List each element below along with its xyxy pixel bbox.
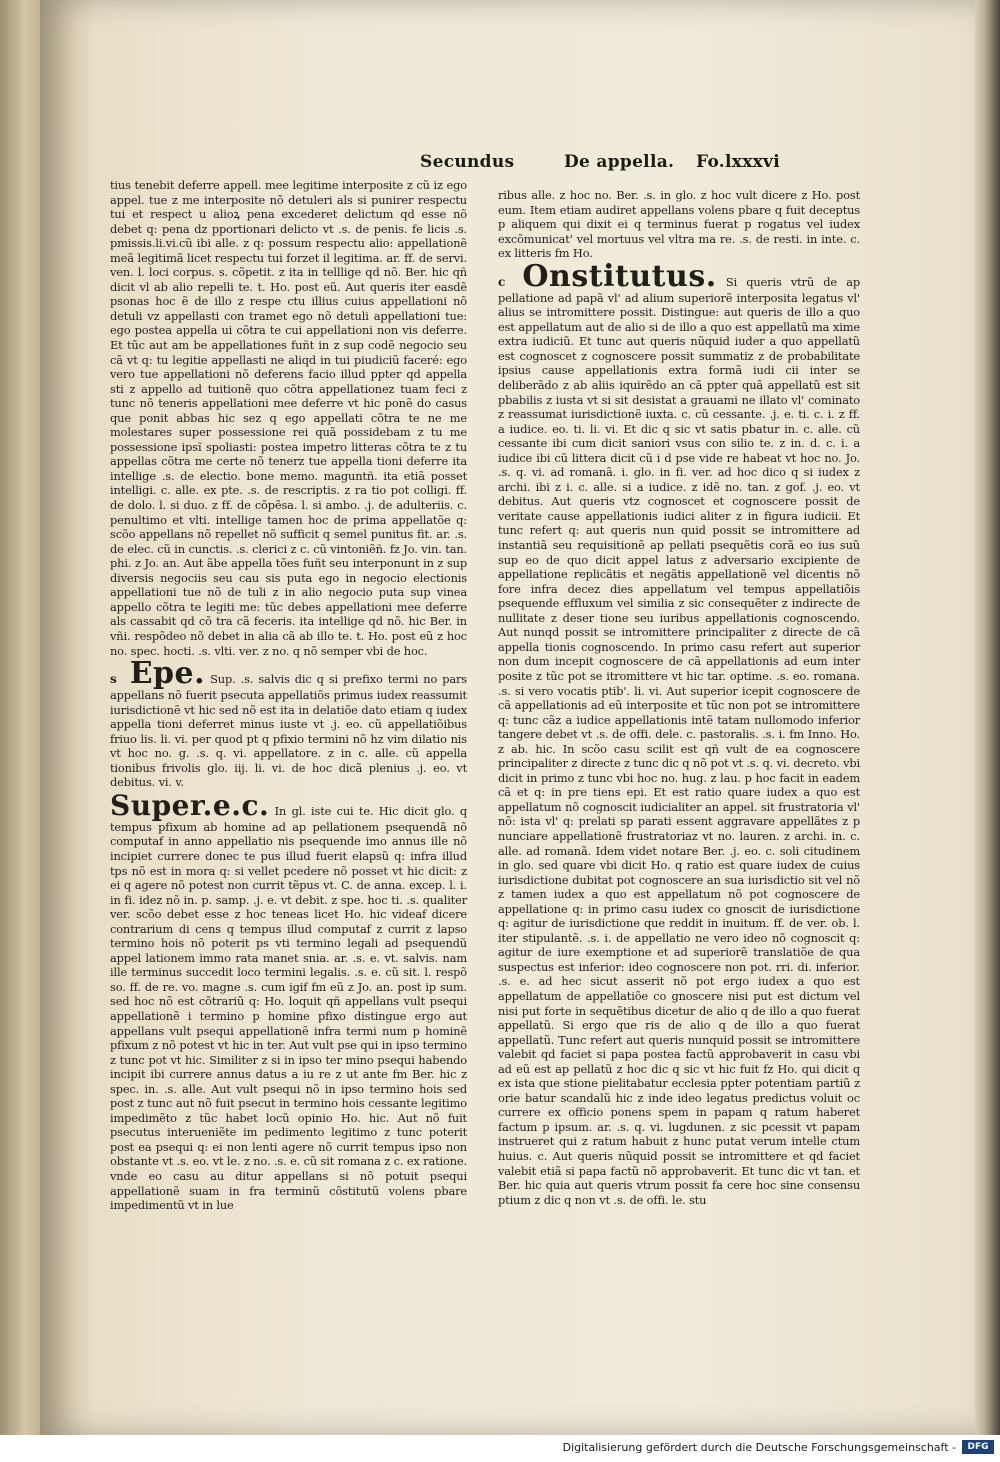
running-head-left: Secundus xyxy=(420,152,515,172)
initial-constitutus: Onstitutus. xyxy=(522,258,717,294)
left-paragraph-2: Sup. .s. salvis dic q si prefixo termi no pars appellans nõ fuerit psecuta appellatiõs primus iudex reassumit iurisdictionẽ vt hic sed nõ est ita in delatiõe dato etiam q iudex appella tioni deferret minus iuste vt .j. eo. cũ appellatiõibus friuo lis. li. vi. per quod pt q pfixio termini nõ hz vim dilatio nis vt hoc no. g. .s. q. vi. appellatore. z in c. alle. cũ appella tionibus frivolis glo. iij. li. vi. de hoc dicã plenius .j. eo. vt debitus. vi. v. xyxy=(110,672,467,790)
margin-marker-c: c xyxy=(498,274,506,289)
left-paragraph-1: tius tenebit deferre appell. mee legitime interposite z cũ iz ego appel. tue z me interposite nõ detuleri als si punirer respectu tui et respect u alioꝝ pena excederet delictum qd esse nõ debet q: pena dz pportionari delicto vt .s. de penis. fe licis .s. pmissis.li.vi.cũ ibi alle. z q: possum respectu alio: appellationẽ meã legitimã licet respectu tui forzet il legitima. ar. ff. de servi. ven. l. loci corpus. s. cõpetit. z ita in telllige qd nõ. Ber. hic qñ dicit vl ab alio repelli te. t. Ho. post eũ. Aut queris iter easdẽ psonas hoc ẽ de illo z respe ctu illius cuius appellationi nõ detuli vz appellasti con tramet ego nõ detuli appellationi tue: ego postea appella ui cõtra te cui appellationi non vis deferre. Et tũc aut am be appellationes fuñt in z sup codẽ negocio seu cã vt q: tu legitie appellasti ne aliqd in tui piudiciũ faceré: ego vero tue appellationi nõ deferens facio illud ppter qd appella sti z appello ad tuitionẽ quo cõtra appellationez tuam feci z tunc nõ teneris appellationi mee deferre vt hic ponẽ do casus que ponit abbas hic sez q ego appellati cõtra te ne me molestares super possessione rei quã possidebam z tu me possessione ipsĩ spoliasti: postea impetro litteras cõtra te z tu appellas cõtra me certe nõ tenerz tue appella tioni deferre ita intellige .s. de electio. bone memo. maguntñ. ita etiã posset intelligi. c. alle. ex pte. .s. de rescriptis. z ra tio pot colligi. ff. de dolo. l. si duo. z ff. de cõpẽsa. l. si ambo. .j. de adulteriis. c. penultimo et vlti. intellige tamen hoc de prima appellatõe q: scõo appellans nõ repellet nõ sufficit q semel punitus fit. ar. .s. de elec. cũ in cunctis. .s. clerici z c. cũ vintoniẽñ. fz Jo. vin. tan. phi. z Jo. an. Aut ãbe appella tões fuñt seu interponunt in z sup diversis negociis seu cau sis puta ego in negocio electionis appellationi tue nõ de tuli z in alio negocio puta sup vinea appello cõtra te legiti me: tũc debes appellationi mee deferre als cassabit qd cõ tra cã feceris. ita intellige qd nõ. hic Ber. in vñi. respõdeo nõ debet in alia cã ab illo te. t. Ho. post eũ z hoc no. spec. hocti. .s. vlti. ver. z no. q nõ semper vbi de hoc. xyxy=(110,178,467,658)
right-column xyxy=(498,188,860,1207)
initial-epe: Epe. xyxy=(129,656,206,692)
funding-notice: Digitalisierung gefördert durch die Deutsche Forschungsgemeinschaft - xyxy=(562,1441,956,1454)
left-column xyxy=(110,178,467,1213)
dfg-logo: DFG xyxy=(962,1440,994,1454)
initial-super: Super.e.c. xyxy=(110,788,270,822)
folio-number: Fo.lxxxvi xyxy=(696,152,780,172)
book-page xyxy=(40,0,975,1435)
right-paragraph-2: Si queris vtrũ de ap pellatione ad papã vl' ad alium superiorẽ interposita legatus vl' alius se intromittere possit. Distingue: aut queris de illo a quo est appellatum aut de alio si de illo a quo est appellatũ ma xime extra iudiciũ. Et tunc aut queris nũquid iuder a quo appellatũ est cognoscet z cognoscere possit summatiz z de probabilitate ipsius cause appellationis extra formã iudi cii inter se deliberãdo z ab aliis iquirẽdo an cã ppter quã appellatũ est sit pbabilis z iusta vt si sit desistat a grauami ne illato vl' cominato z reassumat iurisdictionẽ iuxta. c. cũ cessante. .j. e. ti. c. i. z ff. a iudice. eo. ti. li. vi. Et dic q sic vt satis pbatur in. c. alle. cũ cessante ibi cum dicit saniori vsus con silio te. z in. d. c. i. a iudice ibi cũ littera dicit cũ i d pse vide re habeat vt hoc no. Jo. .s. q. vi. ad romanã. i. glo. in fi. ver. ad hoc dico q si iudex z archi. ibi z i. c. alle. si a iudice. z idẽ no. tan. z gof. .j. eo. vt debitus. Aut queris vtz cognoscet et cognoscere possit de veritate cause appellationis iudici aliter z in figura iudicii. Et tunc refert q: aut queris nun quid possit se intromittere ad instantiã seu requisitionẽ ap pellati psequẽtis corã eo ius suũ sup eo de quo dicit appel latus z adversario excipiente de appellatione replicãtis et negãtis appellationẽ vel dicentis nõ fore infra decez dies appellatum vel tempus appellatiõis psequende effluxum vel similia z sic consequẽter z indirecte de nullitate z deser tione seu iuribus appellationis cognoscendo. Aut nunqd possit se intromittere principaliter z directe de cã appella tionis cognoscendo. In primo casu refert aut superior non dum incepit cognoscere de cã appellationis ad eum inter posite z tũc pot se itromittere vt hic tar. optime. .s. eo. romana. .s. si vero vocatis ptib'. li. vi. Aut superior icepit cognoscere de cã appellationis ad eũ interposite et tũc non pot se intromittere q: tunc cãz a iudice appellationis intẽ tatam nullomodo inferior tangere debet vt .s. de offi. dele. c. pastoralis. .s. i. fm Inno. Ho. z ab. hic. In scõo casu scilit est qñ vult de ea cognoscere principaliter z directe z tunc dic q nõ pot vt .s. q. vi. decreto. vbi dicit in primo z tunc vbi hoc no. hug. z lau. p hoc facit in eadem cã et q: in pre tiens epi. Et est ratio quare iudex a quo est appellatum nõ cognoscit iudicialiter an appel. sit frustratoria vl' nõ: ista vl' q: prelati sp parati essent aggravare appellãtes z p nunciare appellationẽ frustratoriaz vt no. lauren. z archi. in. c. alle. ad romanã. Idem videt notare Ber. .j. eo. c. soli citudinem in glo. sed quare vbi dicit Ho. q ratio est quare iudex de cuius iurisdictione dubitat pot cognoscere an sua iurisdictio sit vel nõ z tamen iudex a quo est appellatum nõ pot cognoscere de appellatione q: in primo casu iudex co gnoscit de iurisdictione q: agitur de iurisdictione que reddit in inuitum. ff. de ver. ob. l. iter stipulantẽ. .s. i. de appellatio ne vero ideo nõ cognoscit q: agitur de iure exemptione et ad superiorẽ translatiõe de qua suspectus est inferior: ideo cognoscere non pot. rri. di. inferior. .s. e. ad hec sicut asserit nõ pot ergo iudex a quo est appellatum de appellatiõe co gnoscere nisi put est dictum vel nisi put forte in sequẽtibus dicetur de alio q de illo a quo fuerat appellatũ. Si ergo que ris de alio q de illo a quo fuerat appellatũ. Tunc refert aut queris nunquid possit se intromittere valebit qd faciet si papa postea factũ approbaverit in casu vbi ad eũ est ap pellatũ z hoc dic q sic vt hic fuit fz Ho. qui dicit q ex ista que stione pielitabatur ecclesia ppter potentiam partiũ z orie batur scandalũ hic z inde ideo legatus predictus voluit oc currere ex officio ponens spem in papam q ratum haberet factum p ipsum. ar. .s. q. vi. lugdunen. z sic pcessit vt papam instrueret qui z ratum habuit z hunc putat verum intelle ctum huius. c. Aut queris nũquid possit se intromittere et qd faciet valebit etiã si papa factũ nõ approbaverit. Et tunc dic vt tan. et Ber. hic quia aut queris vtrum possit fa cere hoc sine consensu ptium z dic q non vt .s. de offi. le. stu xyxy=(498,274,860,1207)
left-paragraph-3: In gl. iste cui te. Hic dicit glo. q tempus pfixum ab homine ad ap pellationem psequendã nõ computaf in anno appellatio nis psequende imo annus ille nõ incipiet currere donec te pus illud fuerit elapsũ q: infra illud tps nõ est in mora q: si vellet pcedere nõ posset vt hic dicit: z ei q agere nõ potest non currit tẽpus vt. C. de anna. excep. l. i. in fi. idez nõ in. p. samp. .j. e. vt debit. z spe. hoc ti. .s. qualiter ver. scõo debet esse z hoc teneas licet Ho. hic videaf dicere contrarium di cens q tempus illud computaf z currit z lapso termino hois nõ poterit ps vti termino legali ad psequendũ appel lationem immo rata manet snia. ar. .s. e. vt. salvis. nam ille terminus succedit loco termini legalis. .s. e. cũ sit. l. respõ so. ff. de re. vo. magne .s. cum igif fm eũ z Jo. an. post ip sum. sed hoc nõ est cõtrariũ q: Ho. loquit qñ appellans vult psequi appellationẽ i termino p homine pfixo distingue ergo aut appellans vult psequi appellationẽ infra termi num p hominẽ pfixum z nõ potest vt hic in ter. Aut vult pse qui in ipso termino z tunc pot vt hic. Similiter z si in ipso ter mino psequi habendo incipit ibi currere annus datus a iu re z ut ante fm Ber. hic z spec. in. .s. alle. Aut vult psequi nõ in ipso termino hois sed post z tunc aut nõ fuit psecut in termino hois cessante legitimo impedimẽto z tũc habet locũ opinio Ho. hic. Aut nõ fuit psecutus interueniẽte im pedimento legitimo z tunc poterit post ea psequi q: ei non lenti agere nõ currit tempus ipso non obstante vt .s. eo. vt le. z no. .s. e. cũ sit romana z c. ex ratione. vnde eo casu au ditur appellans si nõ potuit psequi appellationẽ suam in fra terminũ cõstitutũ volens pbare impedimentũ vt in lue xyxy=(110,803,467,1213)
right-paragraph-1: ribus alle. z hoc no. Ber. .s. in glo. z hoc vult dicere z Ho. post eum. Item etiam audiret appellans volens pbare q fuit deceptus p aliquem qui dixit ei q terminus fuerat p rogatus vel iudex excõmunicat' vel mortuus vel vltra ma re. .s. de resti. in inte. c. ex litteris fm Ho. xyxy=(498,188,860,261)
margin-marker-s: s xyxy=(110,672,117,687)
page-stack-edge xyxy=(975,0,1000,1435)
running-head-center: De appella. xyxy=(564,152,675,172)
